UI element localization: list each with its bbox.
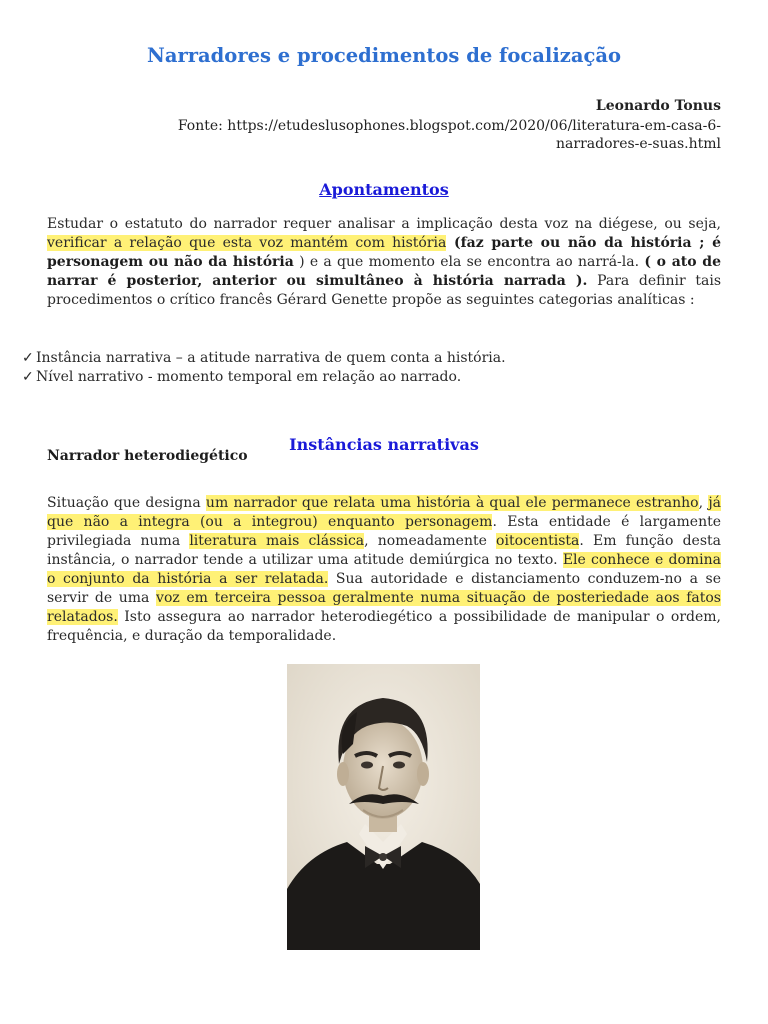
document-title: Narradores e procedimentos de focalização <box>147 44 621 67</box>
highlight: verificar a relação que esta voz mantém com história <box>47 235 447 251</box>
intro-text-c: ) e a que momento ela se encontra ao narrá-la. <box>293 254 645 270</box>
highlight: voz em terceira pessoa geralmente numa situação de posteriedade aos fatos relatados. <box>47 590 721 625</box>
highlight: um narrador que relata uma história à qual ele permanece estranho <box>205 495 699 511</box>
highlight: oitocentista <box>496 533 580 549</box>
highlight: já que não a integra (ou a integrou) enquanto personagem <box>47 495 721 530</box>
section-heading-instancias: Instâncias narrativas <box>289 435 479 454</box>
category-checklist <box>22 349 506 387</box>
intro-paragraph <box>47 215 721 310</box>
bold-text: (faz parte ou não da história ; é personagem ou não da história <box>47 235 721 270</box>
author-portrait-photo <box>287 664 480 950</box>
checklist-item: ✓ Instância narrativa – a atitude narrativa de quem conta a história. <box>22 350 506 366</box>
subheading-heterodiegetico: Narrador heterodiegético <box>47 448 248 464</box>
intro-text-a: Estudar o estatuto do narrador requer analisar a implicação desta voz na diégese, ou seja, <box>47 216 721 232</box>
heterodiegetic-paragraph: Situação que designa um narrador que relata uma história à qual ele permanece estranho, já que não a integra (ou a integrou) enquanto personagem. Esta entidade é largamente privilegiada numa literatura mais clássica, nomeadamente oitocentista. Em função desta instância, o narrador tende a utilizar uma atitude demiúrgica no texto. Ele conhece e domina o conjunto da história a ser relatada. Sua autoridade e distanciamento conduzem-no a se servir de uma voz em terceira pessoa geralmente numa situação de posteriedade aos fatos relatados. Isto assegura ao narrador heterodiegético a possibilidade de manipular o ordem, frequência, e duração da temporalidade. <box>47 495 722 644</box>
bold-text: ( o ato de narrar é posterior, anterior ou simultâneo à história narrada ). <box>47 254 722 289</box>
section-heading-apontamentos[interactable]: Apontamentos <box>319 180 449 199</box>
author-name: Leonardo Tonus <box>595 98 721 114</box>
intro-text-d: Para definir tais procedimentos o crítico francês Gérard Genette propõe as seguintes categorias analíticas : <box>47 273 722 308</box>
highlight: Ele conhece e domina o conjunto da história a ser relatada. <box>47 552 722 587</box>
checkmark-icon: ✓ <box>22 350 34 366</box>
checklist-item: ✓ Nível narrativo - momento temporal em relação ao narrado. <box>22 369 462 385</box>
checkmark-icon: ✓ <box>22 369 34 385</box>
source-citation[interactable]: Fonte: https://etudeslusophones.blogspot.com/2020/06/literatura-em-casa-6-narradores-e-suas.html <box>177 118 721 152</box>
highlight: literatura mais clássica <box>189 533 365 549</box>
